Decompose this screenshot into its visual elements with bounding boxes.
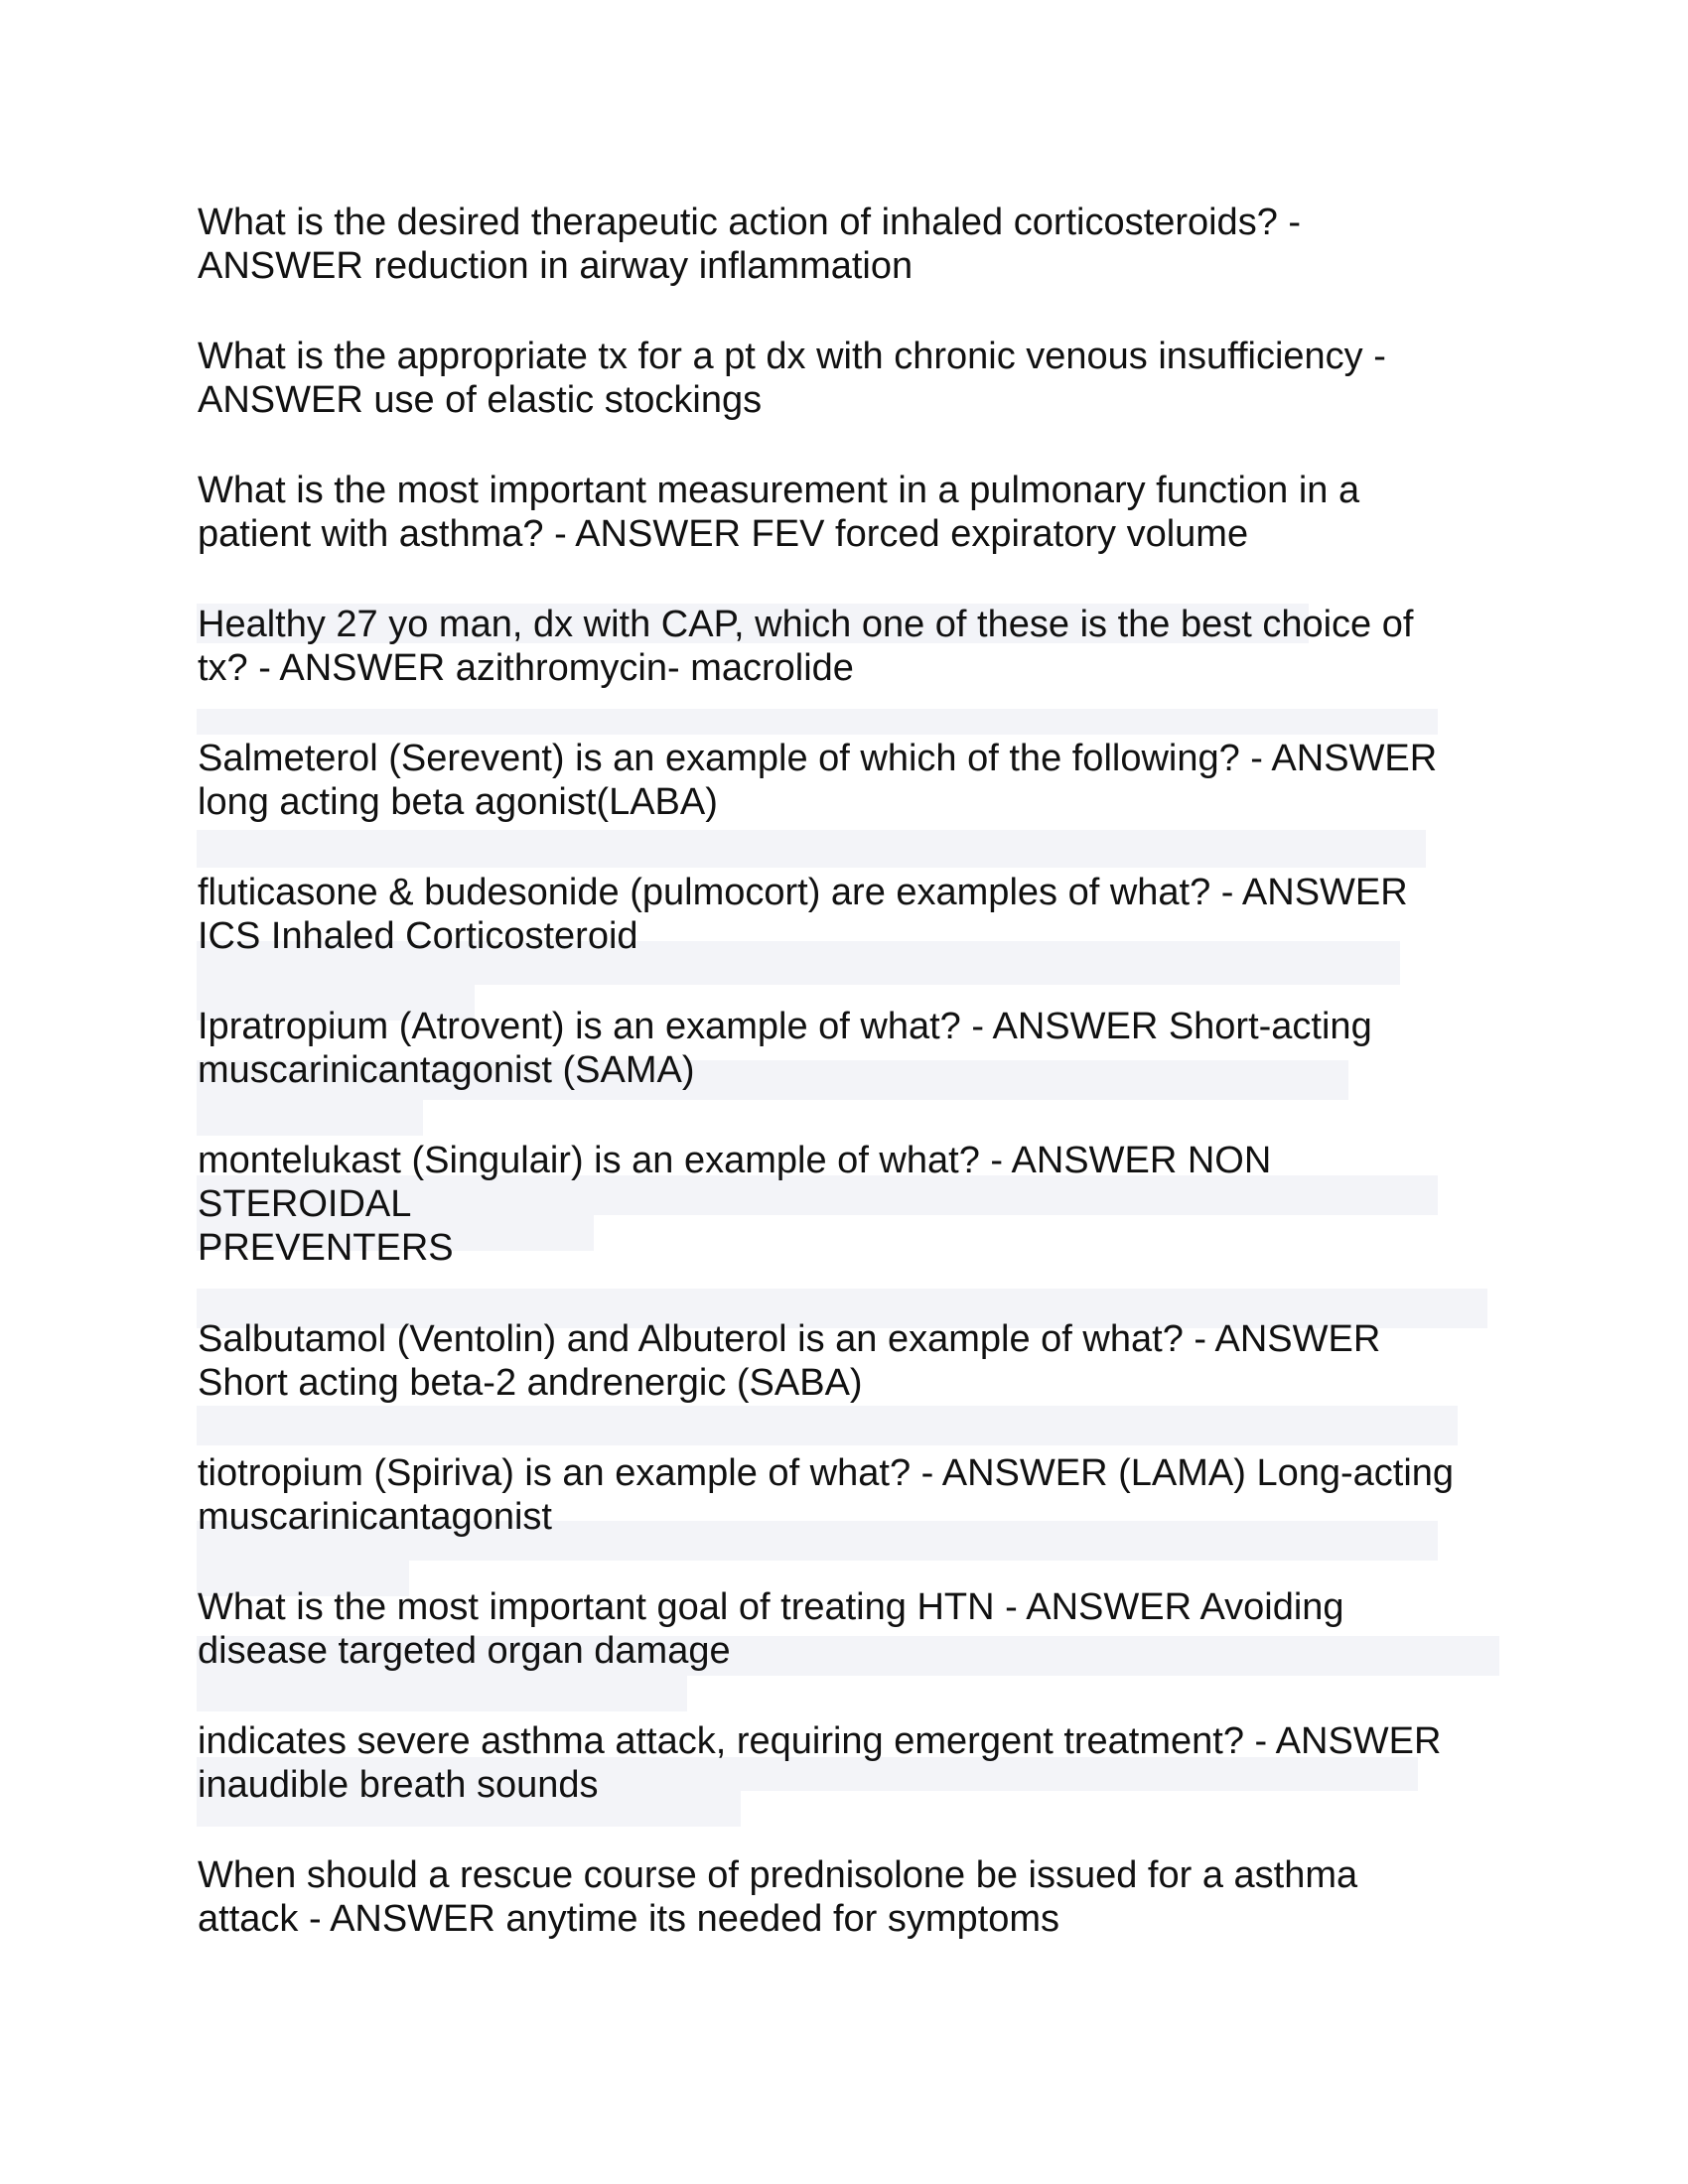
qa-item-10: [198, 1451, 1488, 1539]
answer: ANSWER ICS Inhaled Corticosteroid: [198, 872, 1408, 957]
answer: ANSWER inaudible breath sounds: [198, 1720, 1442, 1806]
question: Salbutamol (Ventolin) and Albuterol is an example of what? -: [198, 1318, 1207, 1360]
qa-item-1: [198, 201, 1488, 288]
highlight-band: [197, 830, 1426, 868]
question: What is the most important goal of treating HTN -: [198, 1586, 1018, 1628]
question: Ipratropium (Atrovent) is an example of what? -: [198, 1006, 985, 1047]
answer: ANSWER (LAMA) Long-acting muscarinicantagonist: [198, 1452, 1455, 1538]
qa-item-8: [198, 1139, 1488, 1270]
qa-item-9: [198, 1317, 1488, 1405]
qa-item-13: [198, 1853, 1488, 1941]
answer: ANSWER FEV forced expiratory volume: [566, 513, 1249, 555]
question: fluticasone & budesonide (pulmocort) are examples of what? -: [198, 872, 1234, 913]
answer: ANSWER Avoiding disease targeted organ damage: [198, 1586, 1344, 1672]
qa-item-2: [198, 335, 1488, 422]
answer: ANSWER azithromycin- macrolide: [270, 647, 854, 689]
qa-item-11: [198, 1585, 1488, 1673]
question: What is the appropriate tx for a pt dx with chronic venous insufficiency -: [198, 336, 1386, 377]
question: What is the most important measurement in a pulmonary function in a patient with asthma? -: [198, 470, 1360, 555]
qa-item-3: [198, 469, 1488, 556]
highlight-band: [197, 1676, 687, 1711]
qa-item-12: [198, 1719, 1488, 1807]
answer: ANSWER reduction in airway inflammation: [198, 245, 914, 287]
question: What is the desired therapeutic action of inhaled corticosteroids? -: [198, 202, 1302, 243]
answer: ANSWER Short-acting muscarinicantagonist (SAMA): [198, 1006, 1372, 1091]
answer: ANSWER NON STEROIDAL PREVENTERS: [198, 1140, 1272, 1269]
highlight-band: [197, 1100, 423, 1136]
question: tiotropium (Spiriva) is an example of what? -: [198, 1452, 934, 1494]
qa-item-7: [198, 1005, 1488, 1092]
qa-item-5: [198, 737, 1488, 824]
qa-item-4: [198, 603, 1488, 690]
question: montelukast (Singulair) is an example of what? -: [198, 1140, 1004, 1181]
answer: ANSWER use of elastic stockings: [198, 379, 763, 421]
qa-item-6: [198, 871, 1488, 958]
answer: ANSWER Short acting beta-2 andrenergic (SABA): [198, 1318, 1381, 1404]
question: indicates severe asthma attack, requiring emergent treatment? -: [198, 1720, 1268, 1762]
question: Healthy 27 yo man, dx with CAP, which one of these is the best choice of tx? -: [198, 604, 1414, 689]
answer: ANSWER anytime its needed for symptoms: [321, 1898, 1059, 1940]
question: Salmeterol (Serevent) is an example of which of the following? -: [198, 738, 1263, 779]
question: When should a rescue course of prednisolone be issued for a asthma attack -: [198, 1854, 1358, 1940]
highlight-band: [197, 709, 1438, 735]
answer: ANSWER long acting beta agonist(LABA): [198, 738, 1438, 823]
highlight-band: [197, 1406, 1458, 1445]
